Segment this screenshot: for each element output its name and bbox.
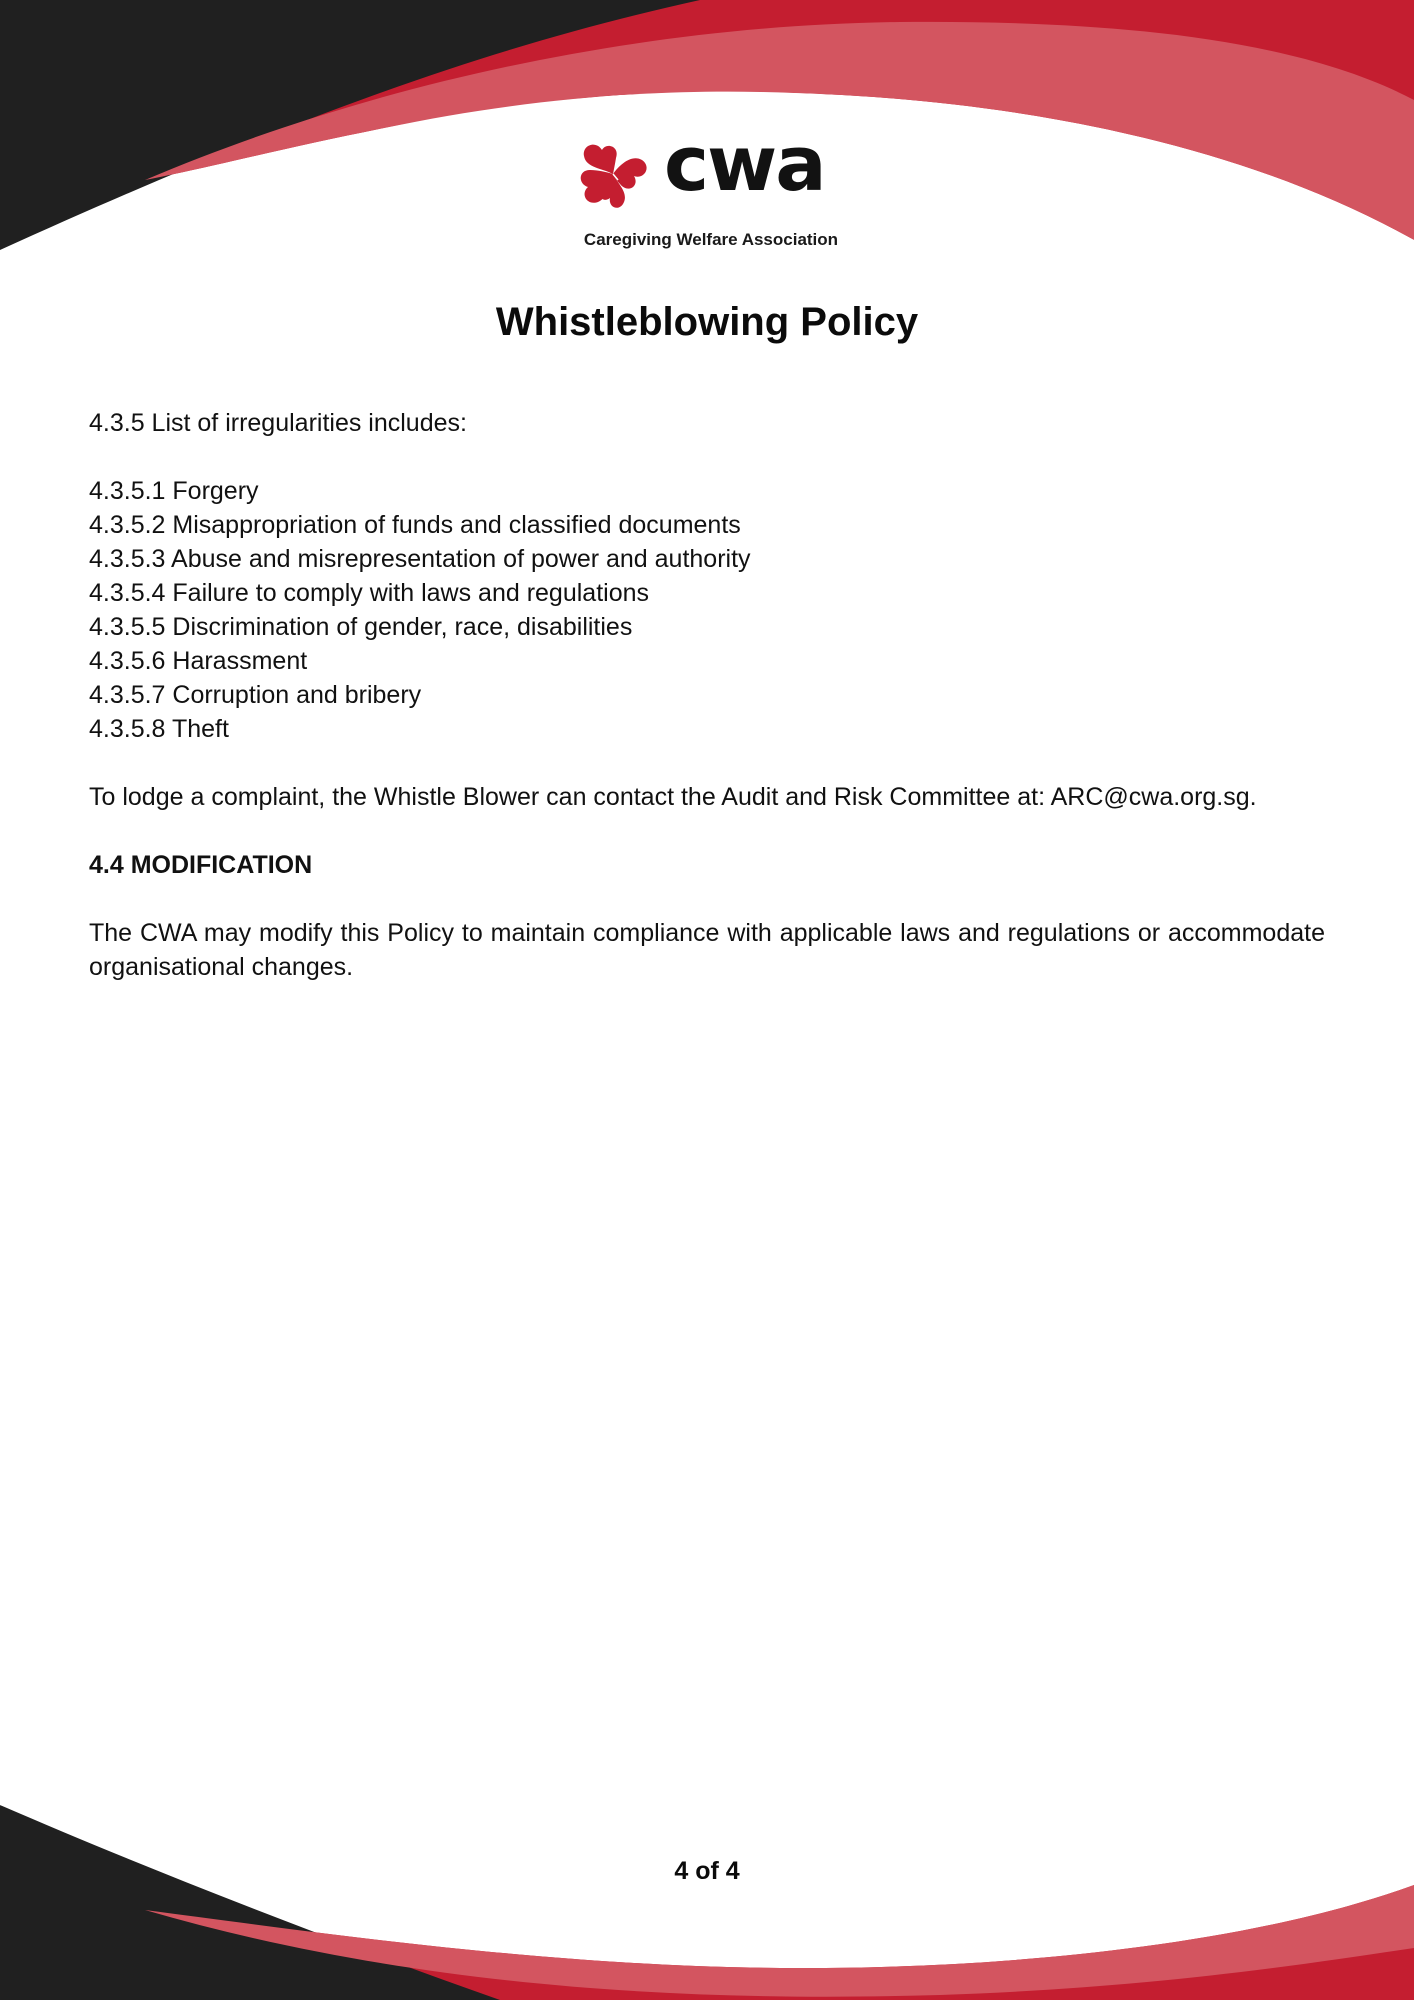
list-item: 4.3.5.5 Discrimination of gender, race, disabilities: [89, 613, 633, 641]
complaint-paragraph: To lodge a complaint, the Whistle Blower can contact the Audit and Risk Committee at: ARC@cwa.org.sg.: [89, 783, 1257, 811]
logo-tagline: Caregiving Welfare Association: [583, 230, 839, 249]
irregularities-intro: 4.3.5 List of irregularities includes:: [89, 409, 467, 437]
list-item: 4.3.5.3 Abuse and misrepresentation of power and authority: [89, 545, 751, 573]
list-item: 4.3.5.1 Forgery: [89, 477, 259, 505]
list-item: 4.3.5.7 Corruption and bribery: [89, 681, 422, 709]
section-heading-modification: 4.4 MODIFICATION: [89, 851, 313, 879]
list-item: 4.3.5.4 Failure to comply with laws and regulations: [89, 579, 650, 607]
document-body: [89, 406, 1325, 984]
list-item: 4.3.5.8 Theft: [89, 715, 229, 743]
logo-wordmark: cwa: [664, 119, 825, 208]
modification-paragraph: The CWA may modify this Policy to maintain compliance with applicable laws and regulations or accommodate organisational changes.: [89, 919, 1325, 981]
cwa-logo: [572, 119, 842, 252]
list-item: 4.3.5.6 Harassment: [89, 647, 308, 675]
list-item: 4.3.5.2 Misappropriation of funds and classified documents: [89, 511, 741, 539]
page-title: Whistleblowing Policy: [495, 300, 919, 344]
irregularities-list: [89, 474, 1325, 746]
page-number: 4 of 4: [674, 1857, 740, 1885]
clover-hearts-icon: [572, 140, 654, 210]
